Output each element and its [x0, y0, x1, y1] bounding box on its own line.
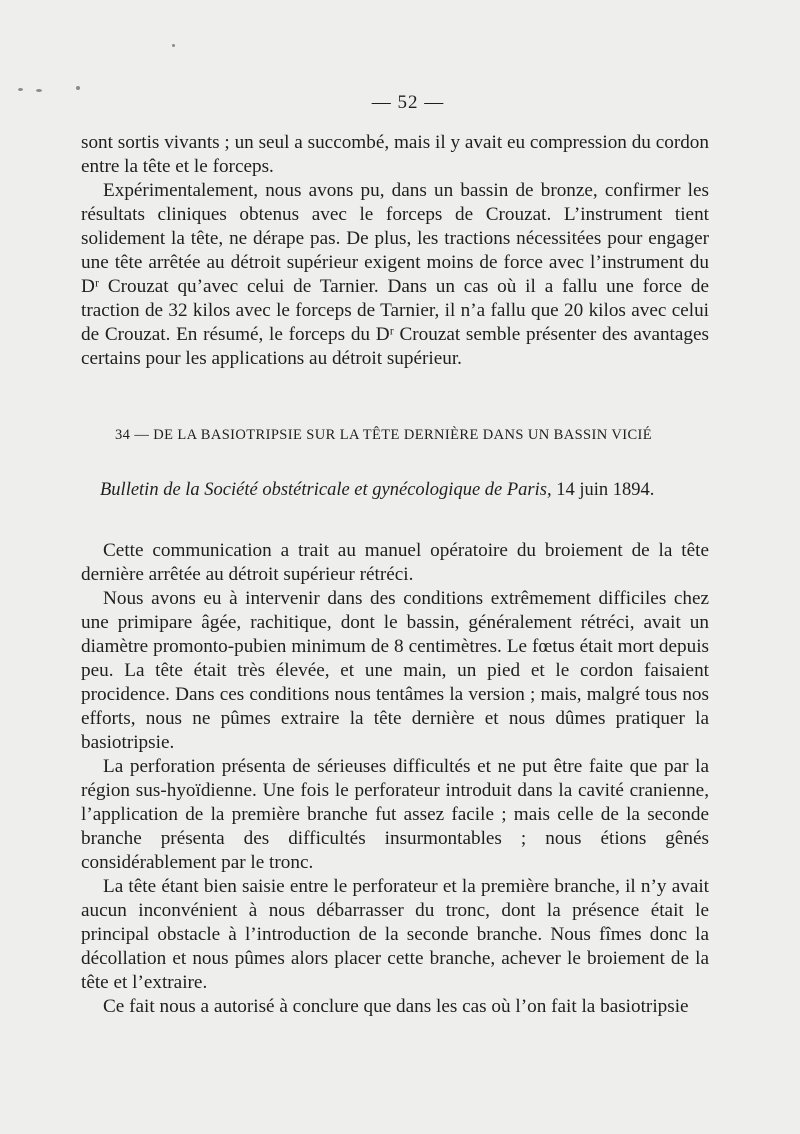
source-citation [100, 480, 700, 501]
paragraph: La perforation présenta de sérieuses difficultés et ne put être faite que par la région sus-hyoïdienne. Une fois le perforateur introduit dans la cavité cranienne, l’application de la première branche fut assez facile ; mais celle de la seconde branche présenta des difficultés insurmontables ; nous étions gênés considérablement par le tronc. [81, 756, 709, 873]
paragraph: Expérimentalement, nous avons pu, dans un bassin de bronze, confirmer les résultats cliniques obtenus avec le forceps de Crouzat. L’instrument tient solidement la tête, ne dérape pas. De plus, les tractions nécessitées pour engager une tête arrêtée au détroit supérieur exigent moins de force avec l’instrument du Dʳ Crouzat qu’avec celui de Tarnier. Dans un cas où il a fallu une force de traction de 32 kilos avec le forceps de Tarnier, il n’a fallu que 20 kilos avec celui de Crouzat. En résumé, le forceps du Dʳ Crouzat semble présenter des avantages certains pour les applications au détroit supérieur. [81, 180, 709, 369]
paragraph: La tête étant bien saisie entre le perforateur et la première branche, il n’y avait aucun inconvénient à nous débarrasser du tronc, dont la présence était le principal obstacle à l’introduction de la seconde branche. Nous fîmes donc la décollation et nous pûmes alors placer cette branche, achever le broiement de la tête et l’extraire. [81, 876, 709, 993]
section-heading: 34 — DE LA BASIOTRIPSIE SUR LA TÊTE DERNIÈRE DANS UN BASSIN VICIÉ [115, 427, 653, 443]
paragraph: Ce fait nous a autorisé à conclure que dans les cas où l’on fait la basiotripsie [103, 996, 689, 1017]
scan-speck [18, 88, 23, 91]
page-number: — 52 — [371, 92, 445, 113]
source-journal: Bulletin de la Société obstétricale et gynécologique de Paris, [100, 480, 552, 500]
paragraph: Cette communication a trait au manuel opératoire du broiement de la tête dernière arrêtée au détroit supérieur rétréci. [81, 540, 709, 585]
scan-speck [172, 44, 175, 47]
paragraph: Nous avons eu à intervenir dans des conditions extrêmement difficiles chez une primipare âgée, rachitique, dont le bassin, généralement rétréci, avait un diamètre promonto-pubien minimum de 8 centimètres. Le fœtus était mort depuis peu. La tête était très élevée, et une main, un pied et le cordon faisaient procidence. Dans ces conditions nous tentâmes la version ; mais, malgré tous nos efforts, nous ne pûmes extraire la tête dernière et nous dûmes pratiquer la basiotripsie. [81, 588, 709, 753]
scan-speck [76, 86, 80, 90]
intro-text [81, 131, 709, 371]
paragraph: sont sortis vivants ; un seul a succombé, mais il y avait eu compression du cordon entre la tête et le forceps. [81, 132, 709, 177]
source-date: 14 juin 1894. [556, 480, 655, 500]
body-text [81, 539, 709, 1019]
